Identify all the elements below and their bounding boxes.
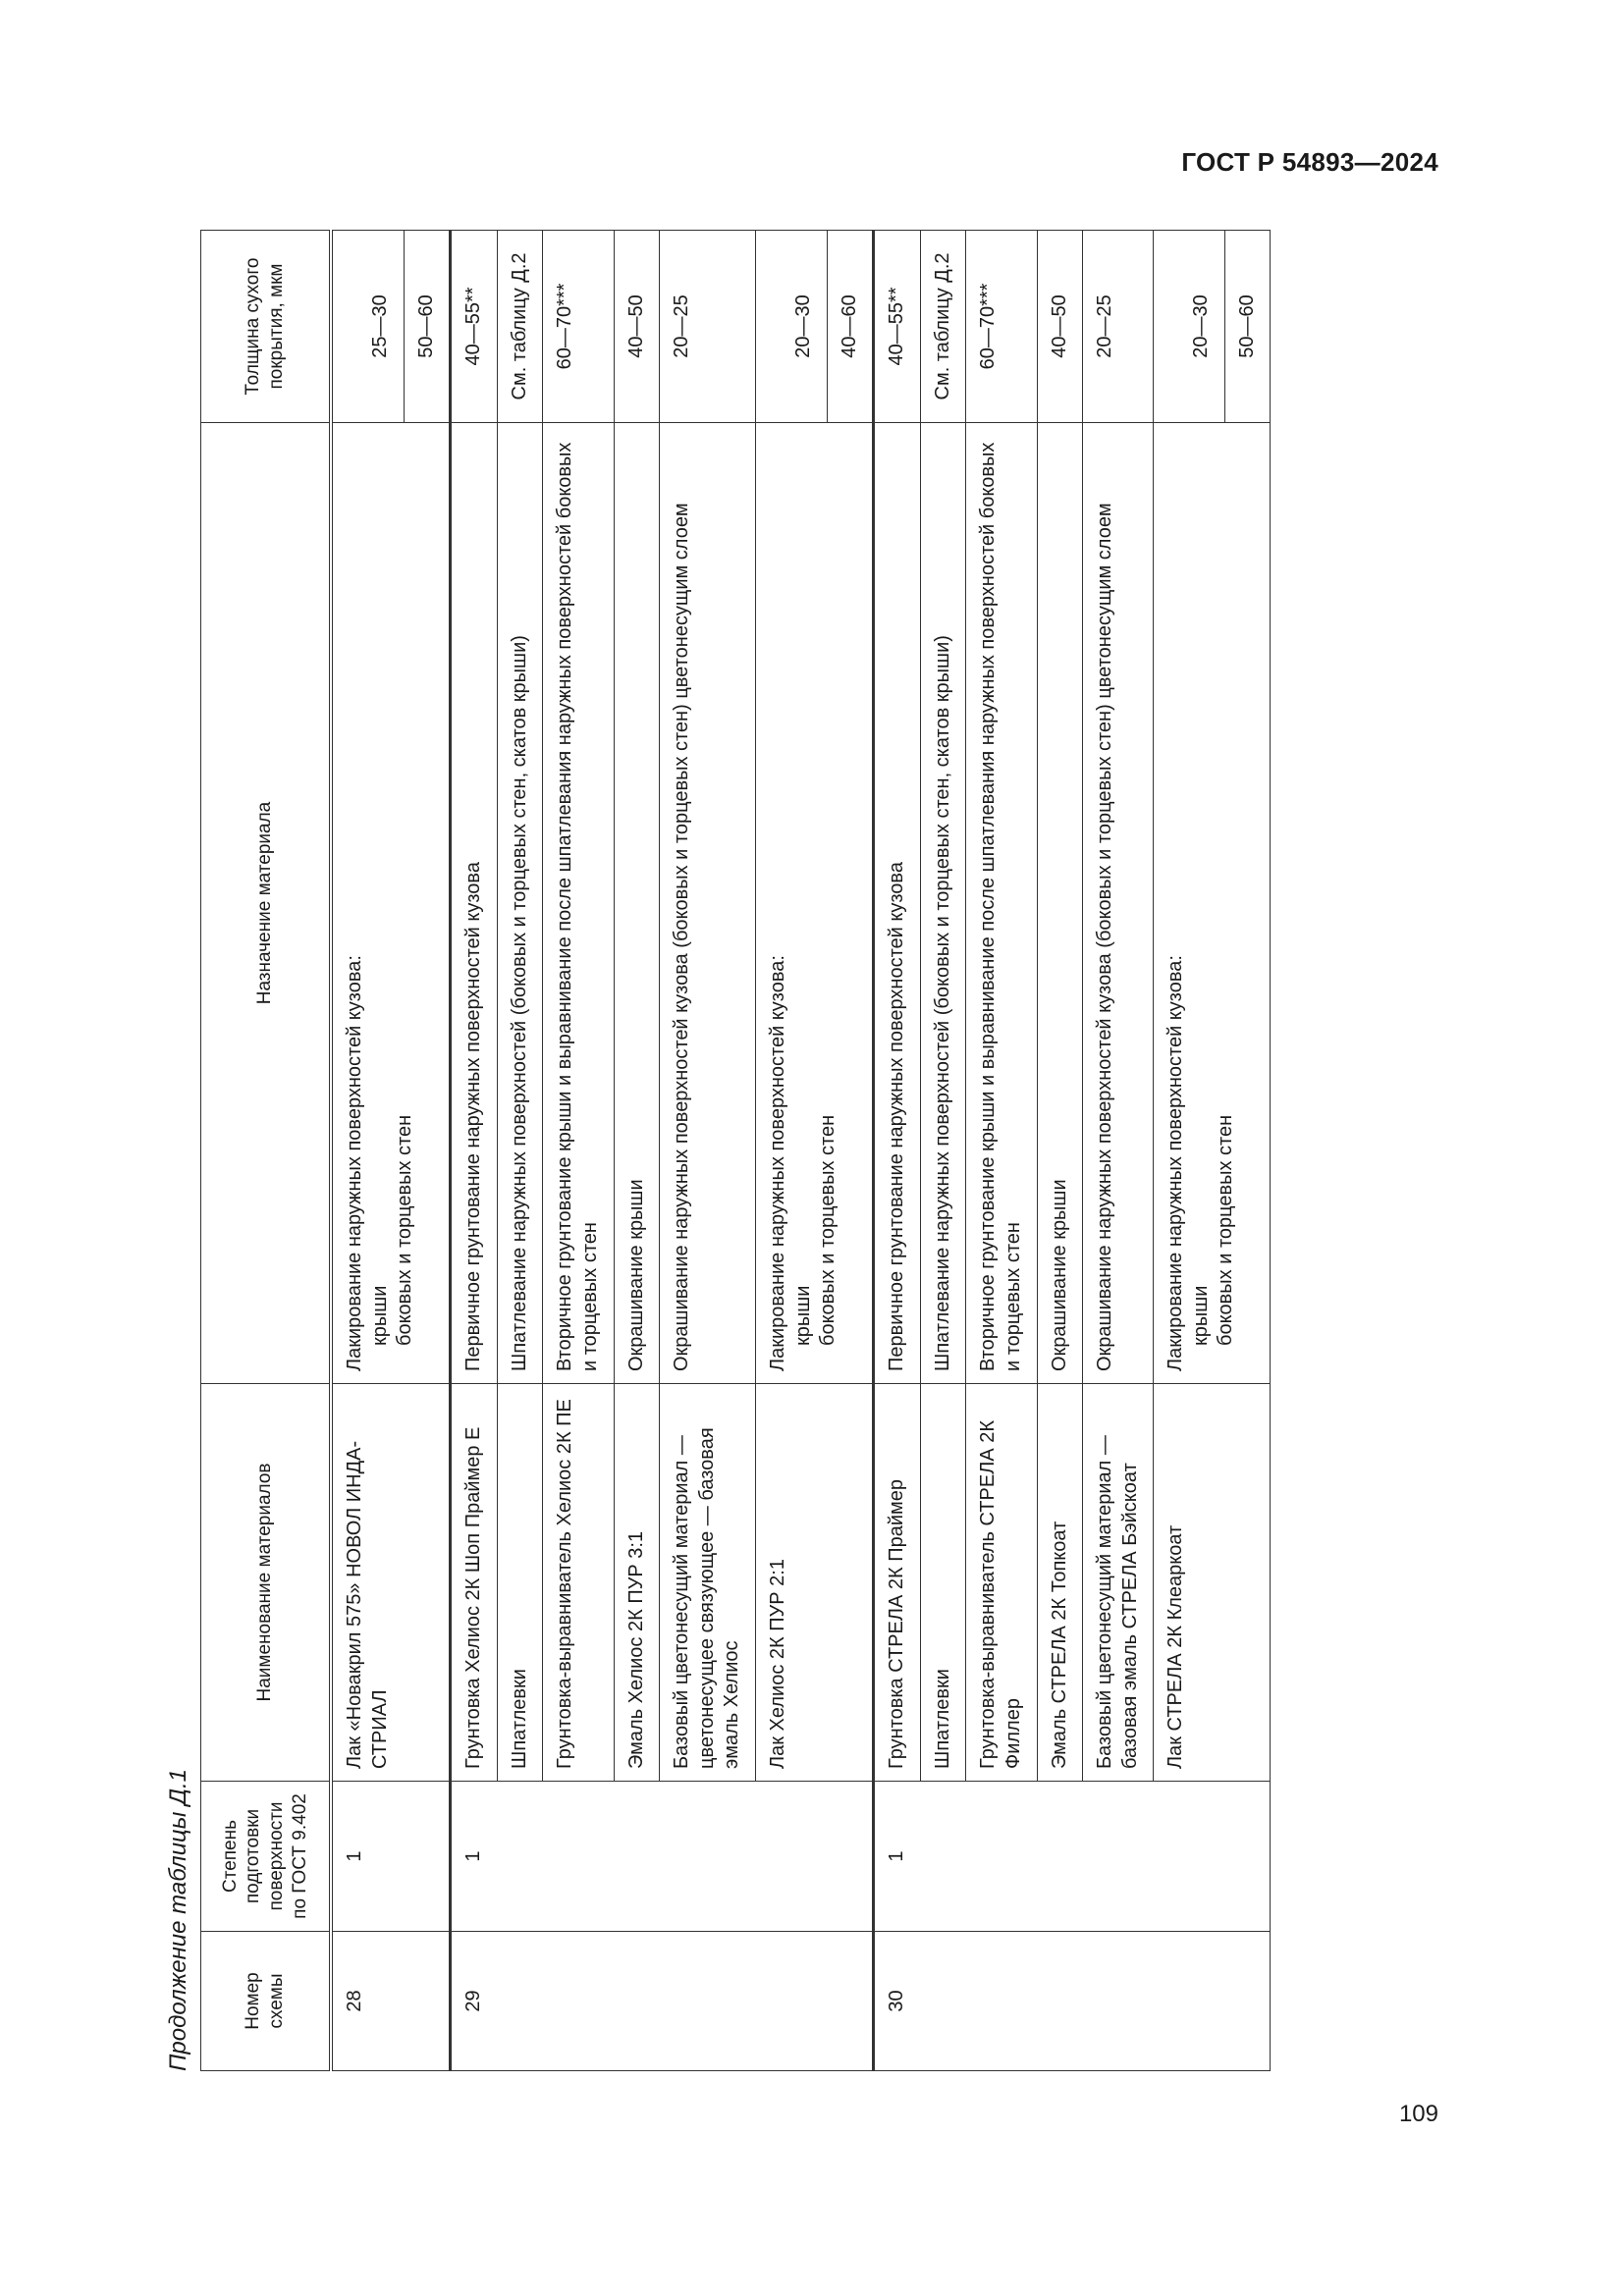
thickness-roof: 25—30 [333, 231, 405, 422]
material-purpose [755, 423, 873, 1384]
thickness-walls: 40—60 [838, 294, 860, 358]
table-header-row [201, 231, 332, 2071]
dry-thickness: 20—25 [660, 231, 756, 423]
material-purpose: Окрашивание наружных поверхностей кузова (боковых и торцевых стен) цветонесущим слоем [1083, 423, 1154, 1384]
material-name: Лак «Новакрил 575» НОВОЛ ИНДА-СТРИАЛ [331, 1384, 451, 1782]
material-purpose: Первичное грунтование наружных поверхностей кузова [874, 423, 921, 1384]
page-number: 109 [1398, 2101, 1438, 2127]
material-purpose: Окрашивание крыши [614, 423, 660, 1384]
material-purpose: Окрашивание наружных поверхностей кузова (боковых и торцевых стен) цветонесущим слоем [660, 423, 756, 1384]
surface-prep-degree: 1 [874, 1782, 1271, 1932]
header-material-name: Наименование материалов [201, 1384, 332, 1782]
material-name: Эмаль СТРЕЛА 2К Топкоат [1037, 1384, 1083, 1782]
table-row [874, 231, 921, 2071]
thickness-walls: 50—60 [414, 294, 437, 358]
thickness-roof: 20—30 [756, 231, 828, 422]
material-name: Шпатлевки [497, 1384, 543, 1782]
header-surface-prep: Степень подготовки поверхности по ГОСТ 9.402 [201, 1782, 332, 1932]
material-name: Базовый цветонесущий материал — базовая эмаль СТРЕЛА Бэйскоат [1083, 1384, 1154, 1782]
dry-thickness: 40—50 [614, 231, 660, 423]
scheme-number: 30 [874, 1932, 1271, 2071]
purpose-sub-walls: боковых и торцевых стен [817, 1114, 839, 1346]
table-caption: Продолжение таблицы Д.1 [165, 1768, 191, 2071]
purpose-main: Лакирование наружных поверхностей кузова: [344, 955, 365, 1371]
material-purpose: Первичное грунтование наружных поверхностей кузова [451, 423, 498, 1384]
purpose-sub-walls: боковых и торцевых стен [394, 1114, 416, 1346]
dry-thickness: 60—70*** [543, 231, 614, 423]
scheme-number: 28 [331, 1932, 451, 2071]
dry-thickness [331, 231, 451, 423]
purpose-sub-roof: крыши [1189, 1285, 1212, 1346]
rotated-table-block [157, 231, 1316, 2071]
header-material-purpose: Назначение материала [201, 423, 332, 1384]
material-name: Шпатлевки [920, 1384, 966, 1782]
surface-prep-degree: 1 [331, 1782, 451, 1932]
purpose-main: Лакирование наружных поверхностей кузова: [1164, 955, 1187, 1371]
dry-thickness: 40—55** [874, 231, 921, 423]
standard-code: ГОСТ Р 54893—2024 [1181, 147, 1438, 177]
table-row [451, 231, 498, 2071]
dry-thickness: См. таблицу Д.2 [920, 231, 966, 423]
scheme-number: 29 [451, 1932, 874, 2071]
dry-thickness: 40—55** [451, 231, 498, 423]
purpose-main: Лакирование наружных поверхностей кузова: [766, 955, 788, 1371]
material-name: Грунтовка Хелиос 2К Шоп Праймер Е [451, 1384, 498, 1782]
purpose-sub-walls: боковых и торцевых стен [1215, 1114, 1237, 1346]
material-name: Грунтовка-выравниватель СТРЕЛА 2К Филлер [966, 1384, 1037, 1782]
material-name: Базовый цветонесущий материал — цветонесущее связующее — базовая эмаль Хелиос [660, 1384, 756, 1782]
material-purpose: Вторичное грунтование крыши и выравнивание после шпатлевания наружных поверхностей боковых и торцевых стен [966, 423, 1037, 1384]
material-name: Грунтовка-выравниватель Хелиос 2К ПЕ [543, 1384, 614, 1782]
dry-thickness [1154, 231, 1271, 423]
material-purpose: Шпатлевание наружных поверхностей (боковых и торцевых стен, скатов крыши) [497, 423, 543, 1384]
thickness-walls: 50—60 [1235, 294, 1258, 358]
header-scheme-number: Номер схемы [201, 1932, 332, 2071]
material-purpose: Окрашивание крыши [1037, 423, 1083, 1384]
header-dry-thickness: Толщина сухого покрытия, мкм [201, 231, 332, 423]
material-name: Грунтовка СТРЕЛА 2К Праймер [874, 1384, 921, 1782]
coating-schemes-table [200, 230, 1271, 2071]
thickness-roof: 20—30 [1154, 231, 1225, 422]
dry-thickness: 40—50 [1037, 231, 1083, 423]
material-name: Эмаль Хелиос 2К ПУР 3:1 [614, 1384, 660, 1782]
material-purpose [331, 423, 451, 1384]
table-row [331, 231, 451, 2071]
purpose-sub-roof: крыши [791, 1285, 814, 1346]
dry-thickness: См. таблицу Д.2 [497, 231, 543, 423]
material-purpose [1154, 423, 1271, 1384]
material-purpose: Шпатлевание наружных поверхностей (боковых и торцевых стен, скатов крыши) [920, 423, 966, 1384]
purpose-sub-roof: крыши [368, 1285, 391, 1346]
dry-thickness: 60—70*** [966, 231, 1037, 423]
surface-prep-degree: 1 [451, 1782, 874, 1932]
dry-thickness [755, 231, 873, 423]
material-purpose: Вторичное грунтование крыши и выравнивание после шпатлевания наружных поверхностей боковых и торцевых стен [543, 423, 614, 1384]
dry-thickness: 20—25 [1083, 231, 1154, 423]
material-name: Лак СТРЕЛА 2К Клеаркоат [1154, 1384, 1271, 1782]
material-name: Лак Хелиос 2К ПУР 2:1 [755, 1384, 873, 1782]
